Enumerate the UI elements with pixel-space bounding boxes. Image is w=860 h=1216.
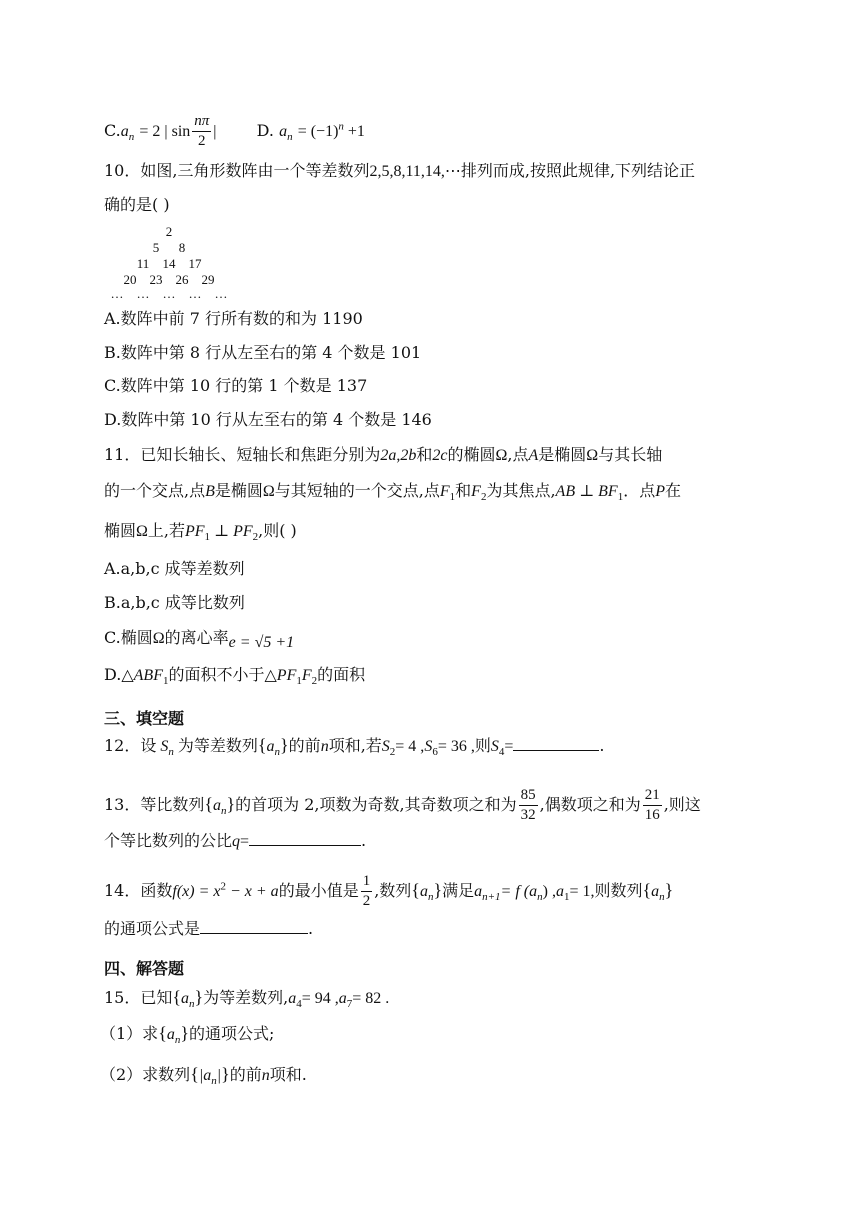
q11-text: 11．已知长轴长、短轴长和焦距分别为 (104, 445, 381, 464)
triangle-pf1f2: $PF_1F_2$ (276, 667, 318, 688)
q13-text: ,则这 (663, 795, 701, 814)
triangle-cell: 2 (165, 224, 173, 239)
q11-text: ．点 (623, 481, 656, 500)
point-b: B (205, 483, 215, 500)
q14-line2 (104, 918, 313, 940)
a4: $a_4$ (288, 990, 302, 1011)
n-var: n (320, 738, 329, 755)
q15-part2: （2）求数列$\{|a_n|\}$的前n项和. (100, 1064, 307, 1088)
section-heading-fill-in: 三、填空题 (104, 709, 185, 728)
q11-text: 椭圆 (104, 521, 137, 540)
q15-value: = 94 , (301, 990, 339, 1007)
q11-stem-line3 (104, 520, 297, 543)
q10-text-a: 10．如图,三角形数阵由一个等差数列 (104, 161, 370, 180)
q13-text: ,偶数项之和为 (539, 795, 641, 814)
seq-an: $a_n$ (529, 883, 543, 904)
triangle-cell: 11 (136, 256, 150, 271)
s4: $S_4$ (490, 738, 505, 759)
ratio-q: q (232, 833, 241, 850)
q14-text: ,数列 (374, 881, 412, 900)
q12-text: 的前 (288, 736, 321, 755)
option-d-exponent: n (338, 120, 344, 133)
omega-symbol: Ω (262, 483, 275, 500)
q13-period: . (361, 831, 367, 850)
q11-text: 与其长轴 (598, 445, 663, 464)
point-p: P (655, 483, 665, 500)
triangle-cell: 29 (201, 272, 215, 287)
q11-text: 和 (455, 481, 472, 500)
triangle-abf1: $ABF_1$ (133, 667, 169, 688)
sum-sn: $S_n$ (156, 738, 174, 759)
q12-value: = 4 , (395, 738, 425, 755)
perp-pf1-pf2: $PF_1$ ⊥ $PF_2$ (185, 523, 259, 544)
option-d-expr: = (−1) (297, 123, 339, 140)
q12-line: 12．设 $S_n$ 为等差数列$\{a_n\}$的前n项和,若$S_2= 4$ $,S_6= 36$ ,则$S_4=$ . (104, 735, 605, 759)
option-c-expr: = 2 | sin (139, 123, 191, 140)
q11-text: 为其焦点, (486, 481, 556, 500)
seq-an: $a_n$ (651, 883, 665, 904)
omega-symbol: Ω (152, 630, 165, 647)
triangle-cell: 20 (123, 272, 137, 287)
q15-text: （2）求数列 (100, 1065, 191, 1084)
triangle-cell: … (162, 286, 176, 301)
fraction-21-16: $\frac{21}{16}$ (644, 787, 660, 823)
number-triangle (104, 224, 244, 300)
triangle-row-3 (104, 256, 234, 272)
q15-text: 15．已知 (104, 988, 173, 1007)
q10-stem-line1 (104, 160, 695, 183)
omega-symbol: Ω (136, 523, 148, 540)
q11-text: 与其短轴的一个交点,点 (274, 481, 440, 500)
q12-period: . (599, 736, 605, 755)
q12-text: 项和,若 (328, 736, 382, 755)
triangle-cell: 17 (188, 256, 202, 271)
q14-text: 14．函数 (104, 881, 173, 900)
s6: $S_6$ (424, 738, 438, 759)
triangle-cell: … (214, 286, 228, 301)
q15-text: 为等差数列, (203, 988, 289, 1007)
q14-text: 的通项公式是 (104, 919, 201, 938)
answer-blank[interactable] (249, 831, 361, 846)
triangle-cell: 8 (178, 240, 186, 255)
s2: $S_2$ (381, 738, 396, 759)
q12-text: 为等差数列 (177, 736, 258, 755)
option-d-label: D. (256, 121, 275, 140)
q9-options-line (104, 112, 365, 151)
q14-period: . (308, 919, 314, 938)
q13-text: 13．等比数列 (104, 795, 205, 814)
q15-part1: （1）求$\{a_n\}$的通项公式; (100, 1023, 275, 1047)
q11-stem-line2 (104, 480, 681, 503)
q14-line1: 14．函数$f(x) = x^2 - x + a$的最小值是 $\frac{1}{2}$ ,数列$\{a_n\}$满足$a_{n+1}= f$ $(a_n)$ $,a_1= 1$,则数列$\{a_n\}$ (104, 873, 674, 909)
seq-an: $a_n$ (181, 990, 195, 1011)
q10-sequence: 2,5,8,11,14,⋯ (369, 163, 461, 180)
q11-text: C.椭圆 (104, 628, 153, 647)
q13-line2 (104, 830, 366, 853)
q14-text: = 1,则数列 (569, 883, 643, 900)
option-d-sequence: $a_n$ (279, 123, 293, 144)
option-c-fraction: $\frac{n\pi}{2}$ (194, 113, 210, 149)
q11-text: 的一个交点,点 (104, 481, 206, 500)
fraction-85-32: $\frac{85}{32}$ (520, 787, 536, 823)
q11-text: 的面积 (317, 665, 366, 684)
triangle-cell: 5 (152, 240, 160, 255)
option-c-sequence: $a_n$ (120, 123, 135, 144)
q11-option-c (104, 627, 294, 650)
answer-blank[interactable] (513, 736, 599, 751)
q11-stem-line1: 11．已知长轴长、短轴长和焦距分别为2a,2b和2c的椭圆Ω,点A是椭圆Ω与其长轴 (104, 445, 663, 464)
q10-stem-line2: 确的是( ) (104, 195, 170, 214)
q10-option-c: C.数阵中第 10 行的第 1 个数是 137 (104, 376, 368, 395)
math-2b: 2b (400, 447, 417, 464)
fraction-1-2: $\frac{1}{2}$ (362, 873, 371, 909)
a1: $a_1$ (555, 883, 570, 904)
q13-text: 的首项为 2,项数为奇数,其奇数项之和为 (235, 795, 517, 814)
triangle-cell: 14 (162, 256, 176, 271)
q12-text: 12．设 (104, 736, 157, 755)
q11-text: 的离心率 (164, 628, 229, 647)
q11-option-a: A.a,b,c 成等差数列 (104, 559, 245, 578)
abs-an: $|a_n|$ (198, 1067, 222, 1088)
q13-equals: = (240, 833, 250, 850)
eccentricity-expr: e = √5 +1 (228, 634, 295, 651)
q11-text: 的面积不小于△ (168, 665, 277, 684)
answer-blank[interactable] (200, 919, 308, 934)
q13-text: 个等比数列的公比 (104, 831, 233, 850)
option-c-suffix: | (213, 123, 217, 140)
a7: $a_7$ (338, 990, 353, 1011)
q15-text: 的前 (229, 1065, 262, 1084)
q11-text: 是椭圆 (538, 445, 587, 464)
focus-f1: $F_1$ (439, 483, 456, 504)
q11-text: D.△ (104, 665, 134, 684)
q11-text: 是椭圆 (214, 481, 263, 500)
seq-an: $a_n$ (166, 1026, 181, 1047)
math-2c: 2c (432, 447, 448, 464)
seq-an: $a_n$ (419, 883, 434, 904)
q10-option-d: D.数阵中第 10 行从左至右的第 4 个数是 146 (104, 410, 432, 429)
q11-text: ,则( ) (258, 521, 297, 540)
triangle-cell: 23 (149, 272, 163, 287)
q12-equals: = (504, 738, 514, 755)
point-a: A (528, 447, 539, 464)
omega-symbol: Ω (495, 447, 508, 464)
math-2a: 2a (380, 447, 397, 464)
section-heading-solution: 四、解答题 (104, 959, 185, 978)
q11-text: ,点 (507, 445, 529, 464)
option-d-tail: +1 (343, 123, 365, 140)
option-c-label: C. (104, 121, 121, 140)
q10-option-b: B.数阵中第 8 行从左至右的第 4 个数是 101 (104, 343, 422, 362)
a-n-plus-1: $a_{n+1}$ (474, 883, 501, 904)
q11-option-d (104, 664, 365, 687)
q15-stem: 15．已知$\{a_n\}$为等差数列$,a_4= 94$ $,a_7= 82$ . (104, 987, 390, 1011)
n-var: n (261, 1067, 270, 1084)
triangle-cell: … (188, 286, 202, 301)
exponent: 2 (220, 880, 226, 893)
function-expr-rest: − x + a (225, 883, 279, 900)
focus-f2: $F_2$ (471, 483, 487, 504)
q10-option-a: A.数阵中前 7 行所有数的和为 1190 (104, 309, 363, 328)
q11-text: 在 (664, 481, 681, 500)
q11-text: 和 (416, 445, 433, 464)
q14-text: 的最小值是 (278, 881, 359, 900)
seq-an: $a_n$ (266, 738, 281, 759)
q11-text: 的椭圆 (447, 445, 496, 464)
function-expr: f(x) = x (172, 883, 221, 900)
q13-line1: 13．等比数列$\{a_n\}$的首项为 2,项数为奇数,其奇数项之和为 $\frac{85}{32}$ ,偶数项之和为 $\frac{21}{16}$ ,则这 (104, 787, 701, 823)
q15-text: 的通项公式; (188, 1024, 275, 1043)
q11-option-b: B.a,b,c 成等比数列 (104, 593, 245, 612)
triangle-cell: … (110, 286, 124, 301)
q14-expr: ) , (542, 883, 556, 900)
q15-text: （1）求 (100, 1024, 159, 1043)
q15-value: = 82 . (352, 990, 390, 1007)
triangle-cell: 26 (175, 272, 189, 287)
seq-an: $a_n$ (213, 797, 227, 818)
q14-expr: = f ( (500, 883, 530, 900)
triangle-row-2 (104, 240, 234, 256)
perp-ab-bf1: AB ⊥ $BF_1$ (555, 483, 624, 504)
q10-text-b: 排列而成,按照此规律,下列结论正 (460, 161, 696, 180)
triangle-row-5 (96, 286, 242, 302)
triangle-row-1 (104, 224, 234, 240)
q14-text: 满足 (442, 881, 475, 900)
q15-text: 项和. (269, 1065, 307, 1084)
q11-text: 上,若 (147, 521, 185, 540)
omega-symbol: Ω (586, 447, 599, 464)
triangle-cell: … (136, 286, 150, 301)
q12-value: = 36 ,则 (437, 738, 491, 755)
